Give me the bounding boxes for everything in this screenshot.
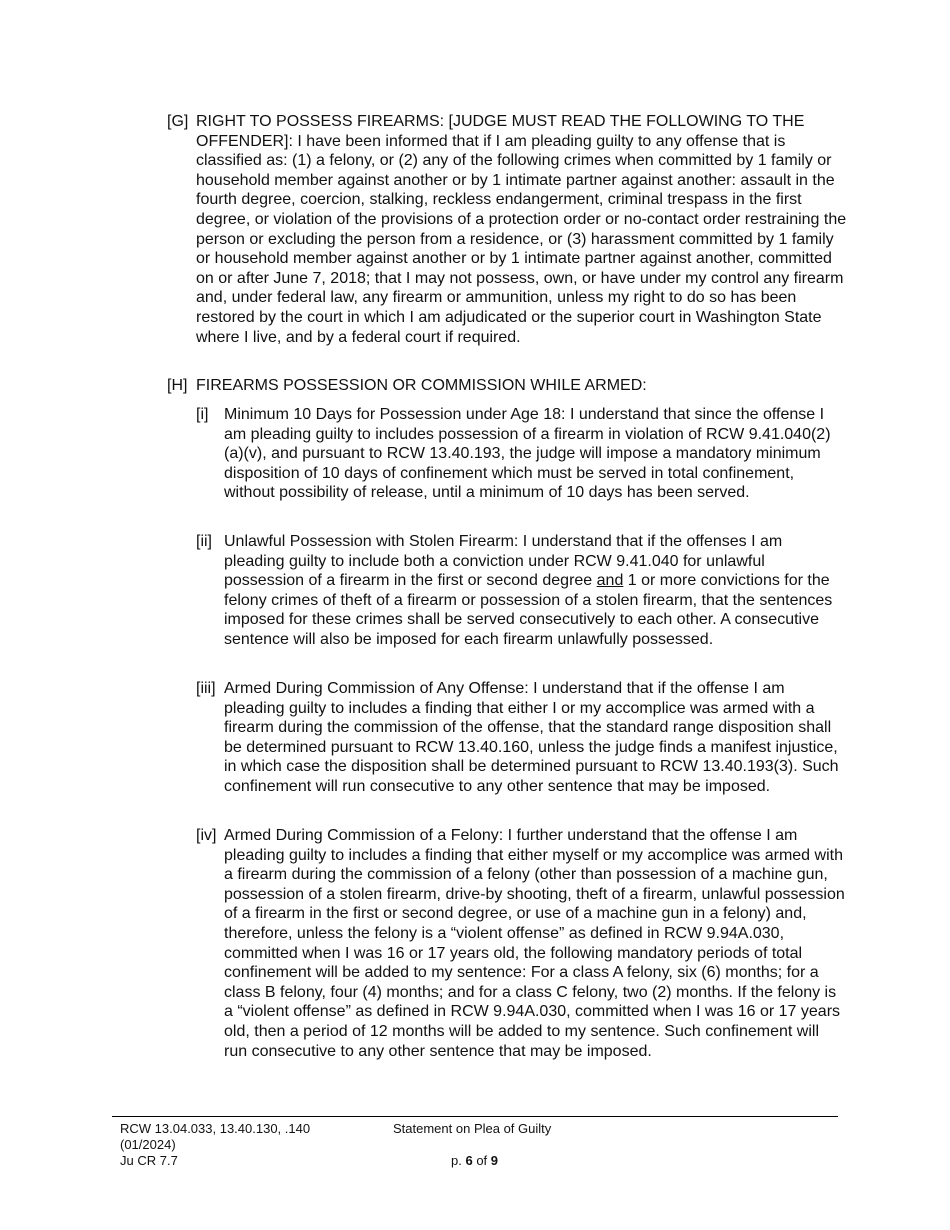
subsection-ii-text-after: 1 or more convictions for the felony crimes of theft of a firearm or possession of a stolen firearm, that the sentences imposed for these crimes shall be served consecutively to each other. A consecutive sentence will also be imposed for each firearm unlawfully possessed. (224, 572, 833, 648)
subsection-i (196, 405, 846, 503)
footer-form-title: Statement on Plea of Guilty (393, 1121, 552, 1136)
subsection-ii (196, 532, 846, 650)
subsection-iii-marker: [iii] (196, 680, 216, 697)
page-current: 6 (465, 1153, 473, 1168)
subsection-i-marker: [i] (196, 406, 209, 423)
subsection-iv-marker: [iv] (196, 827, 217, 844)
subsection-ii-underlined-and: and (596, 572, 624, 590)
page-prefix: p. (451, 1153, 466, 1168)
section-g-marker: [G] (167, 113, 189, 130)
subsection-ii-marker: [ii] (196, 533, 212, 550)
footer-page-number (451, 1153, 498, 1169)
section-h-heading: FIREARMS POSSESSION OR COMMISSION WHILE ARMED: (196, 377, 647, 394)
section-g (167, 112, 847, 347)
section-h-marker: [H] (167, 377, 188, 394)
footer-divider (112, 1116, 838, 1117)
section-h (167, 376, 847, 396)
page-of: of (472, 1153, 491, 1168)
subsection-iii (196, 679, 846, 797)
subsection-iv-text: Armed During Commission of a Felony: I further understand that the offense I am pleading guilty to includes a finding that either myself or my accomplice was armed with a firearm during the commission of a felony (other than possession of a machine gun, possession of a stolen firearm, drive-by shooting, theft of a firearm, unlawful possession of a firearm in the first or second degree, or use of a machine gun in a felony) and, therefore, unless the felony is a “violent offense” as defined in RCW 9.94A.030, committed when I was 16 or 17 years old, the following mandatory periods of total confinement will be added to my sentence: For a class A felony, six (6) months; for a class B felony, four (4) months; and for a class C felony, two (2) months. If the felony is a “violent offense” as defined in RCW 9.94A.030, committed when I was 16 or 17 years old, then a period of 12 months will be added to my sentence. Such confinement will run consecutive to any other sentence that may be imposed. (224, 827, 845, 1060)
footer-court-rule: Ju CR 7.7 (120, 1153, 178, 1168)
subsection-ii-text-before: Unlawful Possession with Stolen Firearm: I understand that if the offenses I am pleading guilty to include both a conviction under RCW 9.41.040 for unlawful possession of a firearm in the first or second degree (224, 533, 783, 590)
footer-form-date: (01/2024) (120, 1137, 176, 1152)
subsection-iv (196, 826, 846, 1061)
subsection-i-text: Minimum 10 Days for Possession under Age 18: I understand that since the offense I am pleading guilty to includes possession of a firearm in violation of RCW 9.41.040(2)(a)(v), and pursuant to RCW 13.40.193, the judge will impose a mandatory minimum disposition of 10 days of confinement which must be served in total confinement, without possibility of release, until a minimum of 10 days has been served. (224, 406, 831, 502)
footer-rcw-citation: RCW 13.04.033, 13.40.130, .140 (120, 1121, 311, 1136)
subsection-iii-text: Armed During Commission of Any Offense: I understand that if the offense I am pleading guilty to includes a finding that either I or my accomplice was armed with a firearm during the commission of the offense, that the standard range disposition shall be determined pursuant to RCW 13.40.160, unless the judge finds a manifest injustice, in which case the disposition shall be determined pursuant to RCW 13.40.193(3). Such confinement will run consecutive to any other sentence that may be imposed. (224, 680, 839, 795)
subsection-ii-text (224, 532, 846, 650)
page-total: 9 (490, 1153, 499, 1168)
section-g-text: RIGHT TO POSSESS FIREARMS: [JUDGE MUST READ THE FOLLOWING TO THE OFFENDER]: I have been informed that if I am pleading guilty to any offense that is classified as: (1) a felony, or (2) any of the following crimes when committed by 1 family or household member against another or by 1 intimate partner against another: assault in the fourth degree, coercion, stalking, reckless endangerment, criminal trespass in the first degree, or violation of the provisions of a protection order or no-contact order restraining the person or excluding the person from a residence, or (3) harassment committed by 1 family or household member against another or by 1 intimate partner against another, committed on or after June 7, 2018; that I may not possess, own, or have under my control any firearm and, under federal law, any firearm or ammunition, unless my right to do so has been restored by the court in which I am adjudicated or the superior court in Washington State where I live, and by a federal court if required. (196, 113, 847, 346)
